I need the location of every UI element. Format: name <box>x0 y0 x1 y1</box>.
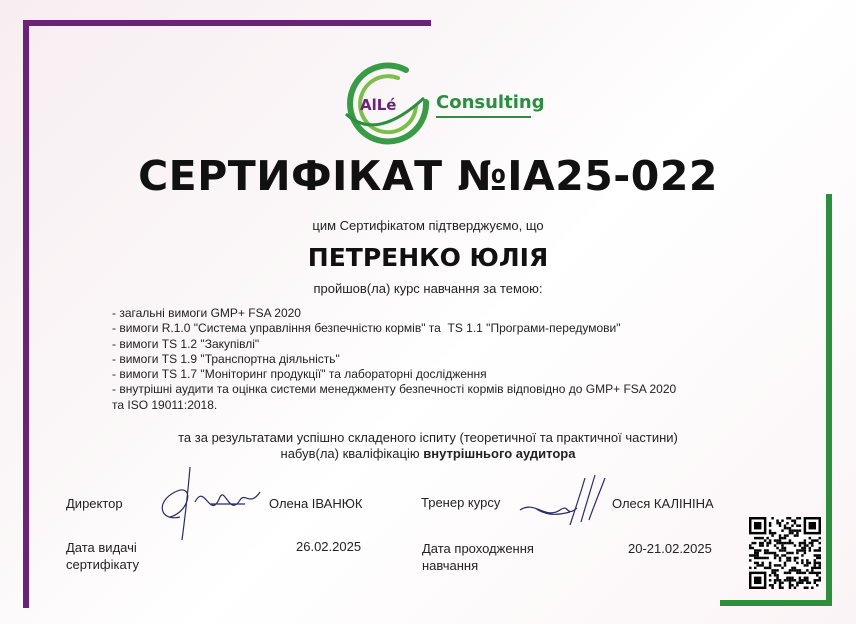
confirm-line: цим Сертифікатом підтверджуємо, що <box>312 218 544 233</box>
company-logo <box>336 62 546 146</box>
result-line: та за результатами успішно складеного іспиту (теоретичної та практичної частини) <box>178 430 678 445</box>
passed-line: пройшов(ла) курс навчання за темою: <box>313 281 543 296</box>
director-label: Директор <box>66 496 123 511</box>
topic-item: та ISO 19011:2018. <box>112 397 218 412</box>
training-date-label <box>422 540 534 574</box>
logo-text: Consulting <box>436 92 545 113</box>
qualification-prefix: набув(ла) кваліфікацію <box>280 446 424 461</box>
topic-item: - вимоги R.1.0 "Система управління безпечністю кормів" та TS 1.1 "Програми-передумови" <box>112 321 621 336</box>
frame-bottom-bar <box>720 600 832 606</box>
logo-mark: AlLé <box>360 96 397 114</box>
logo-underline <box>436 116 531 118</box>
topic-item: - загальні вимоги GMP+ FSA 2020 <box>112 306 301 320</box>
certificate-title: СЕРТИФІКАТ №IA25-022 <box>138 152 718 200</box>
trainer-signature <box>515 470 615 530</box>
holder-name: ПЕТРЕНКО ЮЛІЯ <box>307 243 549 272</box>
logo-swoosh-icon <box>336 62 436 146</box>
topic-item: - внутрішні аудити та оцінка системи менеджменту безпечності кормів відповідно до GMP+ FSA 2020 <box>112 382 677 397</box>
qualification-title: внутрішнього аудитора <box>423 446 576 461</box>
frame-left-bar <box>23 20 29 608</box>
qr-code-icon[interactable] <box>749 517 821 589</box>
training-date-label-line2: навчання <box>422 558 479 573</box>
issue-date-label <box>66 539 139 573</box>
training-date-label-line1: Дата проходження <box>422 541 534 556</box>
topic-item: - вимоги TS 1.2 "Закупівлі" <box>112 336 260 351</box>
qualification-line <box>0 446 856 461</box>
trainer-name: Олеся КАЛІНІНА <box>612 496 714 511</box>
frame-top-bar <box>23 20 431 26</box>
issue-date: 26.02.2025 <box>296 539 362 554</box>
director-signature <box>150 462 270 542</box>
director-name: Олена ІВАНЮК <box>269 496 363 511</box>
training-date: 20-21.02.2025 <box>628 541 712 556</box>
topic-list <box>112 306 792 413</box>
trainer-label: Тренер курсу <box>421 495 501 510</box>
issue-date-label-line1: Дата видачі <box>66 540 137 555</box>
topic-item: - вимоги TS 1.7 "Моніторинг продукції" та лабораторні дослідження <box>112 367 487 382</box>
issue-date-label-line2: сертифікату <box>66 557 139 572</box>
topic-item: - вимоги TS 1.9 "Транспортна діяльність" <box>112 351 340 366</box>
